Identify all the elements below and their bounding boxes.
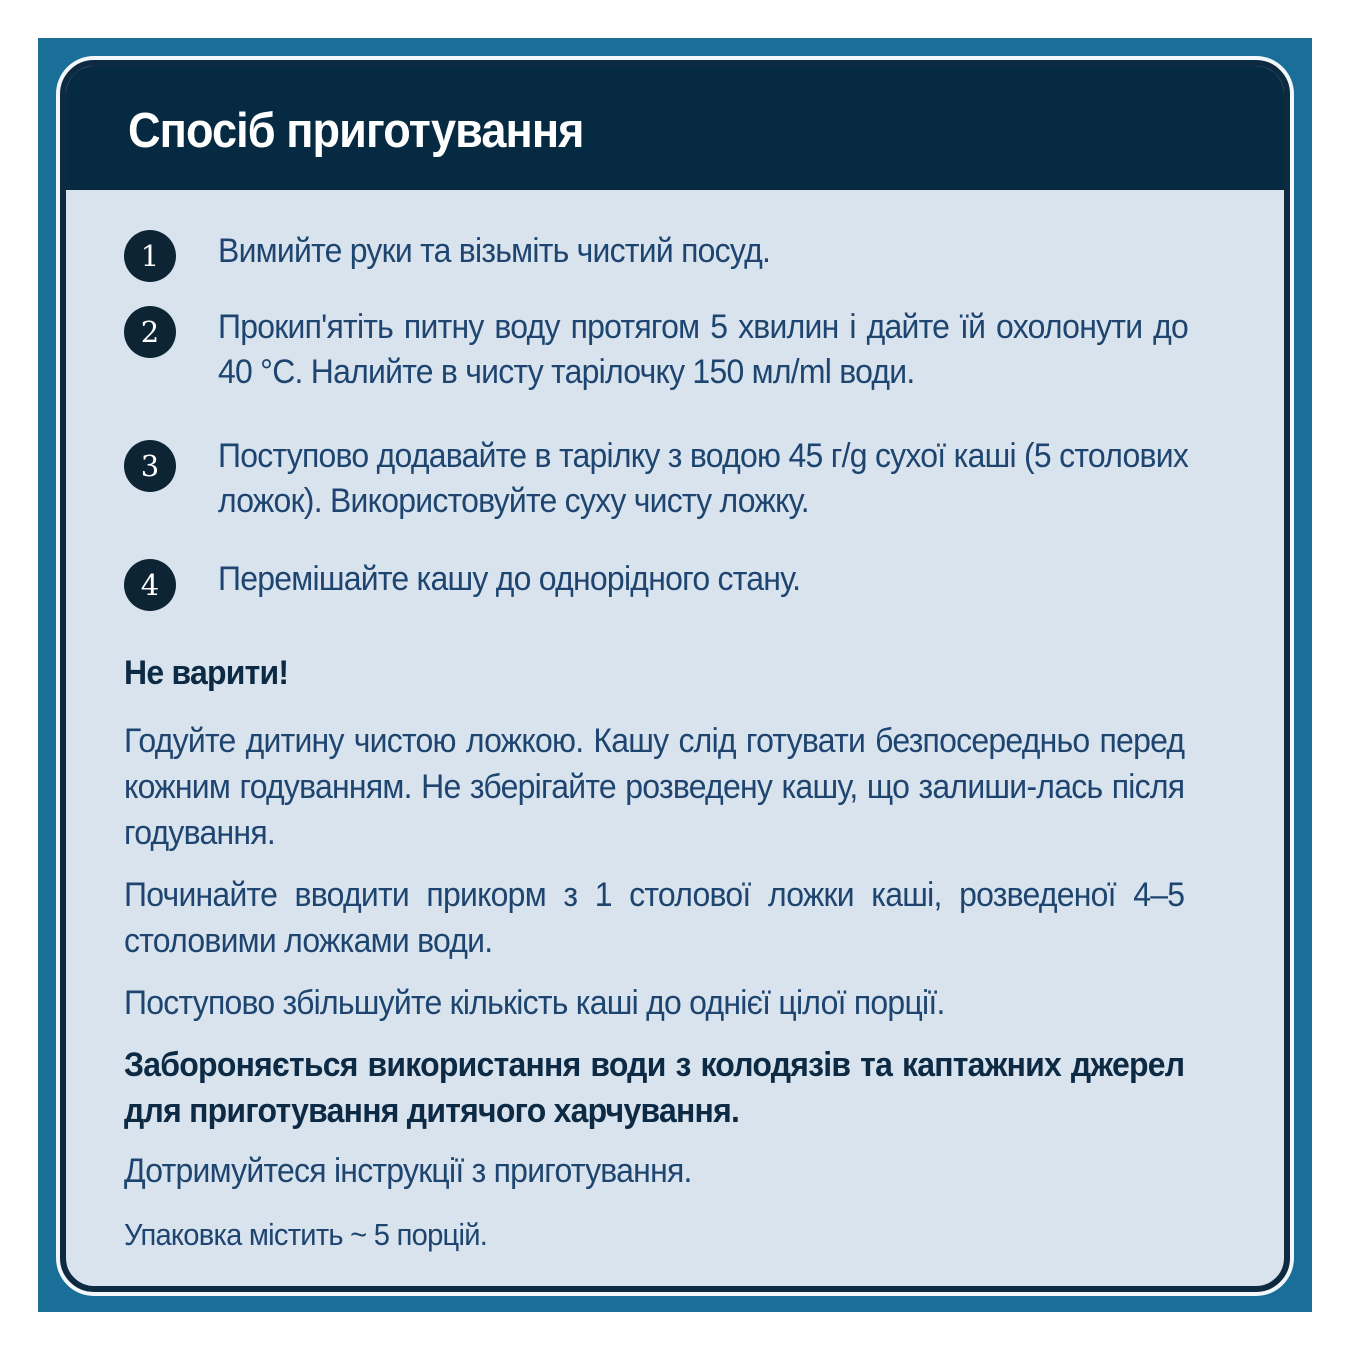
feeding-instructions: Годуйте дитину чистою ложкою. Кашу слід готувати безпосередньо перед кожним годуванням. Не зберігайте розведену кашу, що залиши-лась після годування. (124, 722, 1185, 852)
water-source-warning: Забороняється використання води з колодязів та каптажних джерел для приготування дитячого харчування. (124, 1046, 1185, 1130)
introduction-instructions: Починайте вводити прикорм з 1 столової ложки каші, розведеної 4–5 столовими ложками води. (124, 876, 1185, 960)
step-1 (124, 230, 1244, 284)
step-number-badge: 3 (124, 440, 176, 492)
step-text: Перемішайте кашу до однорідного стану. (218, 560, 801, 598)
step-number-badge: 1 (124, 230, 176, 282)
servings-note: Упаковка містить ~ 5 порцій. (124, 1217, 488, 1252)
page-title: Спосіб приготування (128, 104, 584, 158)
step-number-badge: 4 (124, 559, 176, 611)
step-text: Вимийте руки та візьміть чистий посуд. (218, 232, 771, 270)
follow-instructions-note: Дотримуйтеся інструкції з приготування. (124, 1152, 692, 1190)
step-4 (124, 559, 1244, 613)
step-text: Поступово додавайте в тарілку з водою 45 г/g сухої каші (5 столових ложок). Використовуйте суху чисту ложку. (218, 437, 1189, 520)
step-number-badge: 2 (124, 306, 176, 358)
step-3 (124, 437, 1244, 533)
step-text: Прокип'ятіть питну воду протягом 5 хвилин і дайте їй охолонути до 40 °C. Налийте в чисту тарілочку 150 мл/ml води. (218, 308, 1189, 391)
preparation-card (60, 60, 1290, 1292)
step-2 (124, 305, 1244, 401)
preparation-content (66, 66, 1284, 1286)
portion-increase-instructions: Поступово збільшуйте кількість каші до однієї цілої порції. (124, 984, 945, 1022)
do-not-boil-warning: Не варити! (124, 654, 289, 692)
